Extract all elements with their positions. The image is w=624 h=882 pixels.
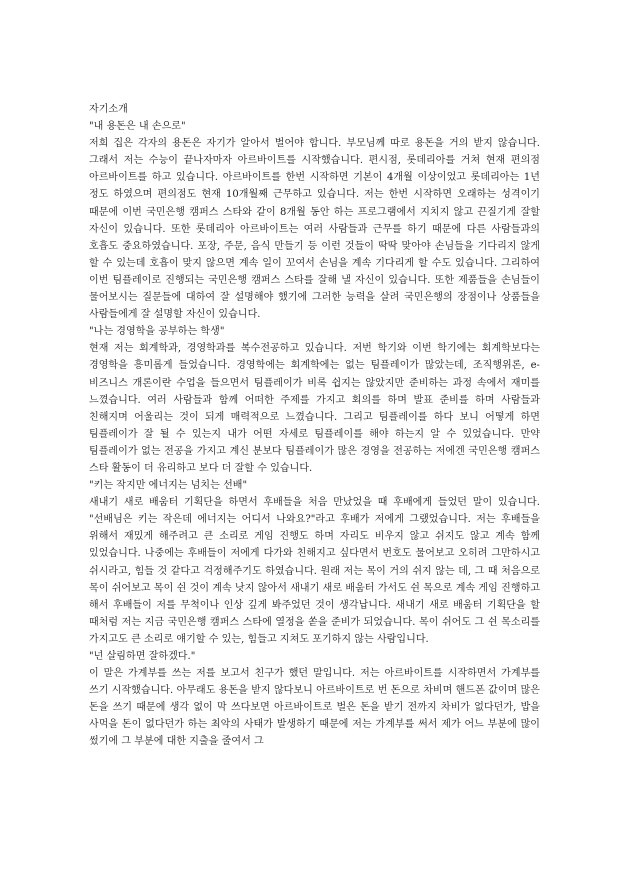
section-heading: "내 용돈은 내 손으로" <box>89 121 186 133</box>
section-paragraph: 현재 저는 회계학과, 경영학과를 복수전공하고 있습니다. 저번 학기와 이번 학기에는 회계학보다는 경영학을 흥미롭게 들었습니다. 경영학에는 회계학에는 없는 팀플레이가 많았는데, 조직행위론, e-비즈니스 개론이란 수업을 들으면서 팀플레이가 비록 쉽지는 않았지만 준비하는 과정 속에서 재미를 느꼈습니다. 여러 사람들과 함께 어떠한 주제를 가지고 회의를 하며 발표 준비를 하며 사람들과 친해지며 어울리는 것이 되게 매력적으로 느꼈습니다. 그리고 팀플레이를 하다 보니 어떻게 하면 팀플레이가 잘 될 수 있는지 내가 어떤 자세로 팀플레이를 해야 하는지 알 수 있었습니다. 만약 팀플레이가 없는 전공을 가지고 계신 분보다 팀플레이가 많은 경영을 전공하는 저에겐 국민은행 캠퍼스 스타 활동이 더 유리하고 보다 더 잘할 수 있습니다. <box>89 343 540 474</box>
section-heading: "키는 작지만 에너지는 넘치는 선배" <box>89 480 248 492</box>
document-title: 자기소개 <box>89 104 128 115</box>
section-paragraph: 이 말은 가계부를 쓰는 저를 보고서 친구가 했던 말입니다. 저는 아르바이트를 시작하면서 가계부를 쓰기 시작했습니다. 아무래도 용돈을 받지 않다보니 아르바이트로 번 돈으로 차비며 핸드폰 값이며 많은 돈을 쓰기 때문에 생각 없이 막 쓰다보면 아르바이트로 벌은 돈을 받기 전까지 차비가 없다던가, 밥을 사먹을 돈이 없다던가 하는 최악의 사태가 발생하기 때문에 저는 가계부를 써서 제가 어느 부분에 많이 썼기에 그 부분에 대한 지출을 줄여서 그 <box>89 668 540 748</box>
section-heading: "넌 살림하면 잘하겠다." <box>89 651 196 662</box>
section-paragraph: 저희 집은 각자의 용돈은 자기가 알아서 벌어야 합니다. 부모님께 따로 용돈을 거의 받지 않습니다. 그래서 저는 수능이 끝나자마자 아르바이트를 시작했습니다. 편시점, 롯데리아를 거쳐 현재 편의점 아르바이트를 하고 있습니다. 아르바이트를 한번 시작하면 기본이 4개월 이상이었고 롯데리아는 1년 정도 하였으며 편의점도 현재 10개월째 근무하고 있습니다. 저는 한번 시작하면 오래하는 성격이기 때문에 이번 국민은행 캠퍼스 스타와 같이 8개월 동안 하는 프로그램에서 지치지 않고 끈질기게 잘할 자신이 있습니다. 또한 롯데리아 아르바이트는 여러 사람들과 근무를 하기 때문에 다른 사람들과의 호흡도 중요하였습니다. 포장, 주문, 음식 만들기 등 이런 것들이 딱딱 맞아야 손님들을 기다리지 않게 할 수 있는데 호흡이 맞지 않으면 계속 일이 꼬여서 손님을 계속 기다리게 할 수도 있습니다. 그리하여 이번 팀플레이로 진행되는 국민은행 캠퍼스 스타를 잘해 낼 자신이 있습니다. 또한 제품들을 손님들이 물어보시는 질문들에 대하여 잘 설명해야 했기에 그러한 능력을 살려 국민은행의 장점이나 상품들을 사람들에게 잘 설명할 자신이 있습니다. <box>89 138 540 321</box>
section-paragraph: 새내기 새로 배움터 기획단을 하면서 후배들을 처음 만났었을 때 후배에게 들었던 말이 있습니다. "선배님은 키는 작은데 에너지는 어디서 나와요?"라고 후배가 저에게 그랬었습니다. 저는 후배들을 위해서 재밌게 해주려고 큰 소리로 게임 진행도 하며 자리도 비우지 않고 쉬지도 않고 계속 함께 있었습니다. 나중에는 후배들이 저에게 다가와 친해지고 싶다면서 번호도 물어보고 오히려 그만하시고 쉬시라고, 힘들 것 같다고 걱정해주기도 하였습니다. 원래 저는 목이 거의 쉬지 않는 데, 그 때 처음으로 목이 쉬어보고 목이 쉰 것이 계속 낫지 않아서 새내기 새로 배움터 가서도 쉰 목으로 계속 게임 진행하고 해서 후배들이 저를 무척이나 인상 깊게 봐주었던 것이 생각납니다. 새내기 새로 배움터 기획단을 할 때처럼 저는 지금 국민은행 캠퍼스 스타에 열정을 쏟을 준비가 되었습니다. 목이 쉬어도 그 쉰 목소리를 가지고도 큰 소리로 얘기할 수 있는, 힘들고 지쳐도 포기하지 않는 사람입니다. <box>89 497 540 645</box>
document-page <box>89 101 540 751</box>
section-heading: "나는 경영학을 공부하는 학생" <box>89 326 225 338</box>
